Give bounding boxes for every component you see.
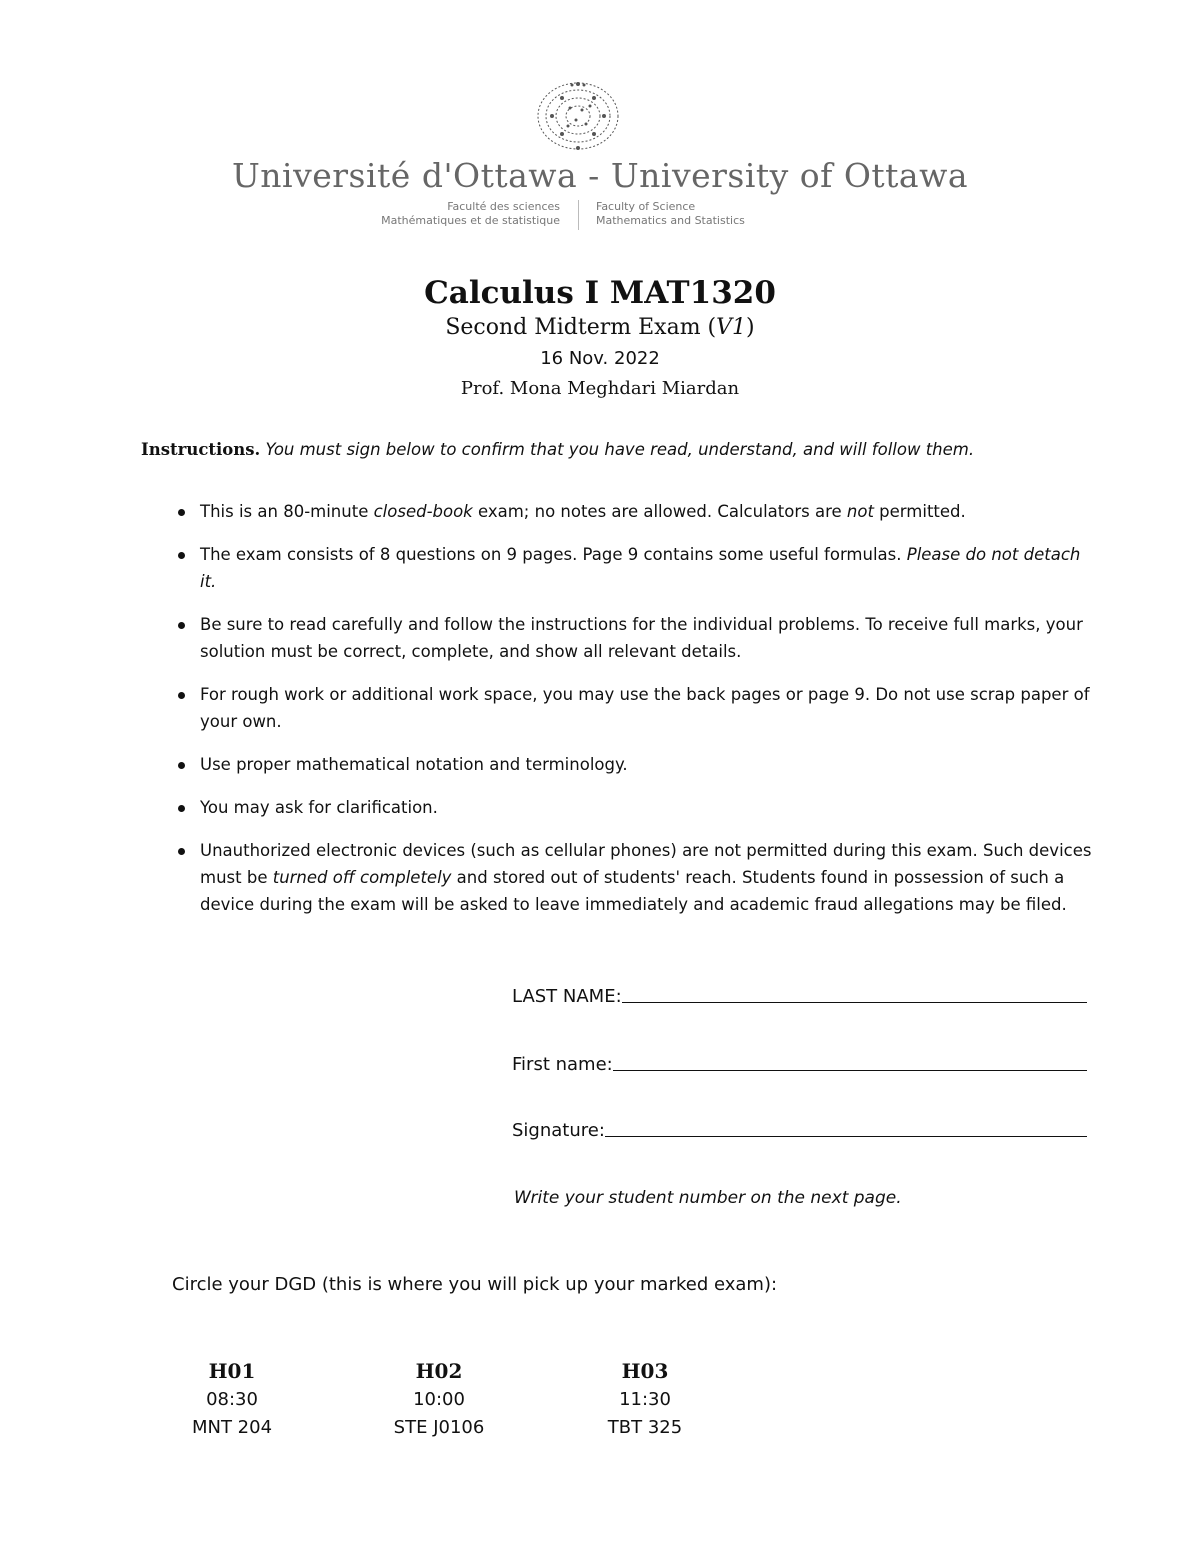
dgd-room: TBT 325 — [607, 1417, 683, 1438]
course-title: Calculus I MAT1320 — [424, 275, 776, 311]
dgd-code: H01 — [208, 1359, 256, 1383]
instructions-text: You must sign below to confirm that you have read, understand, and will follow them. — [265, 440, 975, 459]
instructions-heading — [141, 440, 1101, 459]
exam-title-block — [0, 274, 1200, 404]
first-name-line[interactable] — [613, 1069, 1087, 1071]
signature-field[interactable] — [512, 1120, 1087, 1141]
dgd-option-h03[interactable] — [565, 1356, 725, 1442]
bullet-icon — [178, 692, 185, 699]
instruction-item: Use proper mathematical notation and terminology. — [174, 751, 1094, 778]
signature-label: Signature: — [512, 1120, 605, 1141]
instruction-item: Be sure to read carefully and follow the instructions for the individual problems. To receive full marks, your solution must be correct, complete, and show all relevant details. — [174, 611, 1094, 665]
instruction-item: The exam consists of 8 questions on 9 pages. Page 9 contains some useful formulas. Please do not detach it. — [174, 541, 1094, 595]
bullet-icon — [178, 762, 185, 769]
student-number-note: Write your student number on the next page. — [514, 1188, 902, 1208]
first-name-field[interactable] — [512, 1054, 1087, 1075]
instruction-item: This is an 80-minute closed-book exam; no notes are allowed. Calculators are not permitted. — [174, 498, 1094, 525]
last-name-field[interactable] — [512, 986, 1087, 1007]
dgd-prompt: Circle your DGD (this is where you will pick up your marked exam): — [172, 1274, 778, 1295]
bullet-icon — [178, 622, 185, 629]
last-name-line[interactable] — [622, 1001, 1087, 1003]
exam-date: 16 Nov. 2022 — [540, 348, 660, 369]
signature-line[interactable] — [605, 1135, 1087, 1137]
dgd-time: 10:00 — [413, 1389, 465, 1410]
bullet-icon — [178, 509, 185, 516]
instruction-item: Unauthorized electronic devices (such as cellular phones) are not permitted during this exam. Such devices must be turned off completely and stored out of students' reach. Students found in possession of such a device during the exam will be asked to leave immediately and academic fraud allegations may be filed. — [174, 837, 1094, 918]
faculty-english: Faculty of Science Mathematics and Statistics — [596, 200, 745, 227]
instruction-item: For rough work or additional work space, you may use the back pages or page 9. Do not use scrap paper of your own. — [174, 681, 1094, 735]
dgd-code: H02 — [415, 1359, 463, 1383]
last-name-label: LAST NAME: — [512, 986, 622, 1007]
exam-version: V1 — [716, 315, 747, 340]
instruction-list — [174, 498, 1094, 934]
bullet-icon — [178, 848, 185, 855]
dgd-room: STE J0106 — [393, 1417, 485, 1438]
faculty-french: Faculté des sciences Mathématiques et de statistique — [381, 200, 560, 227]
university-name: Université d'Ottawa - University of Ottawa — [231, 156, 969, 195]
first-name-label: First name: — [512, 1054, 613, 1075]
instructions-label: Instructions. — [141, 440, 261, 459]
dgd-code: H03 — [621, 1359, 669, 1383]
bullet-icon — [178, 552, 185, 559]
university-seal-icon — [532, 78, 624, 154]
dgd-option-h01[interactable] — [152, 1356, 312, 1442]
instruction-item: You may ask for clarification. — [174, 794, 1094, 821]
dgd-time: 11:30 — [619, 1389, 671, 1410]
professor-name: Prof. Mona Meghdari Miardan — [460, 378, 740, 399]
exam-subtitle: Second Midterm Exam (V1) — [445, 315, 755, 340]
dgd-room: MNT 204 — [191, 1417, 273, 1438]
dgd-time: 08:30 — [206, 1389, 258, 1410]
dgd-option-h02[interactable] — [359, 1356, 519, 1442]
faculty-divider — [578, 200, 579, 230]
bullet-icon — [178, 805, 185, 812]
